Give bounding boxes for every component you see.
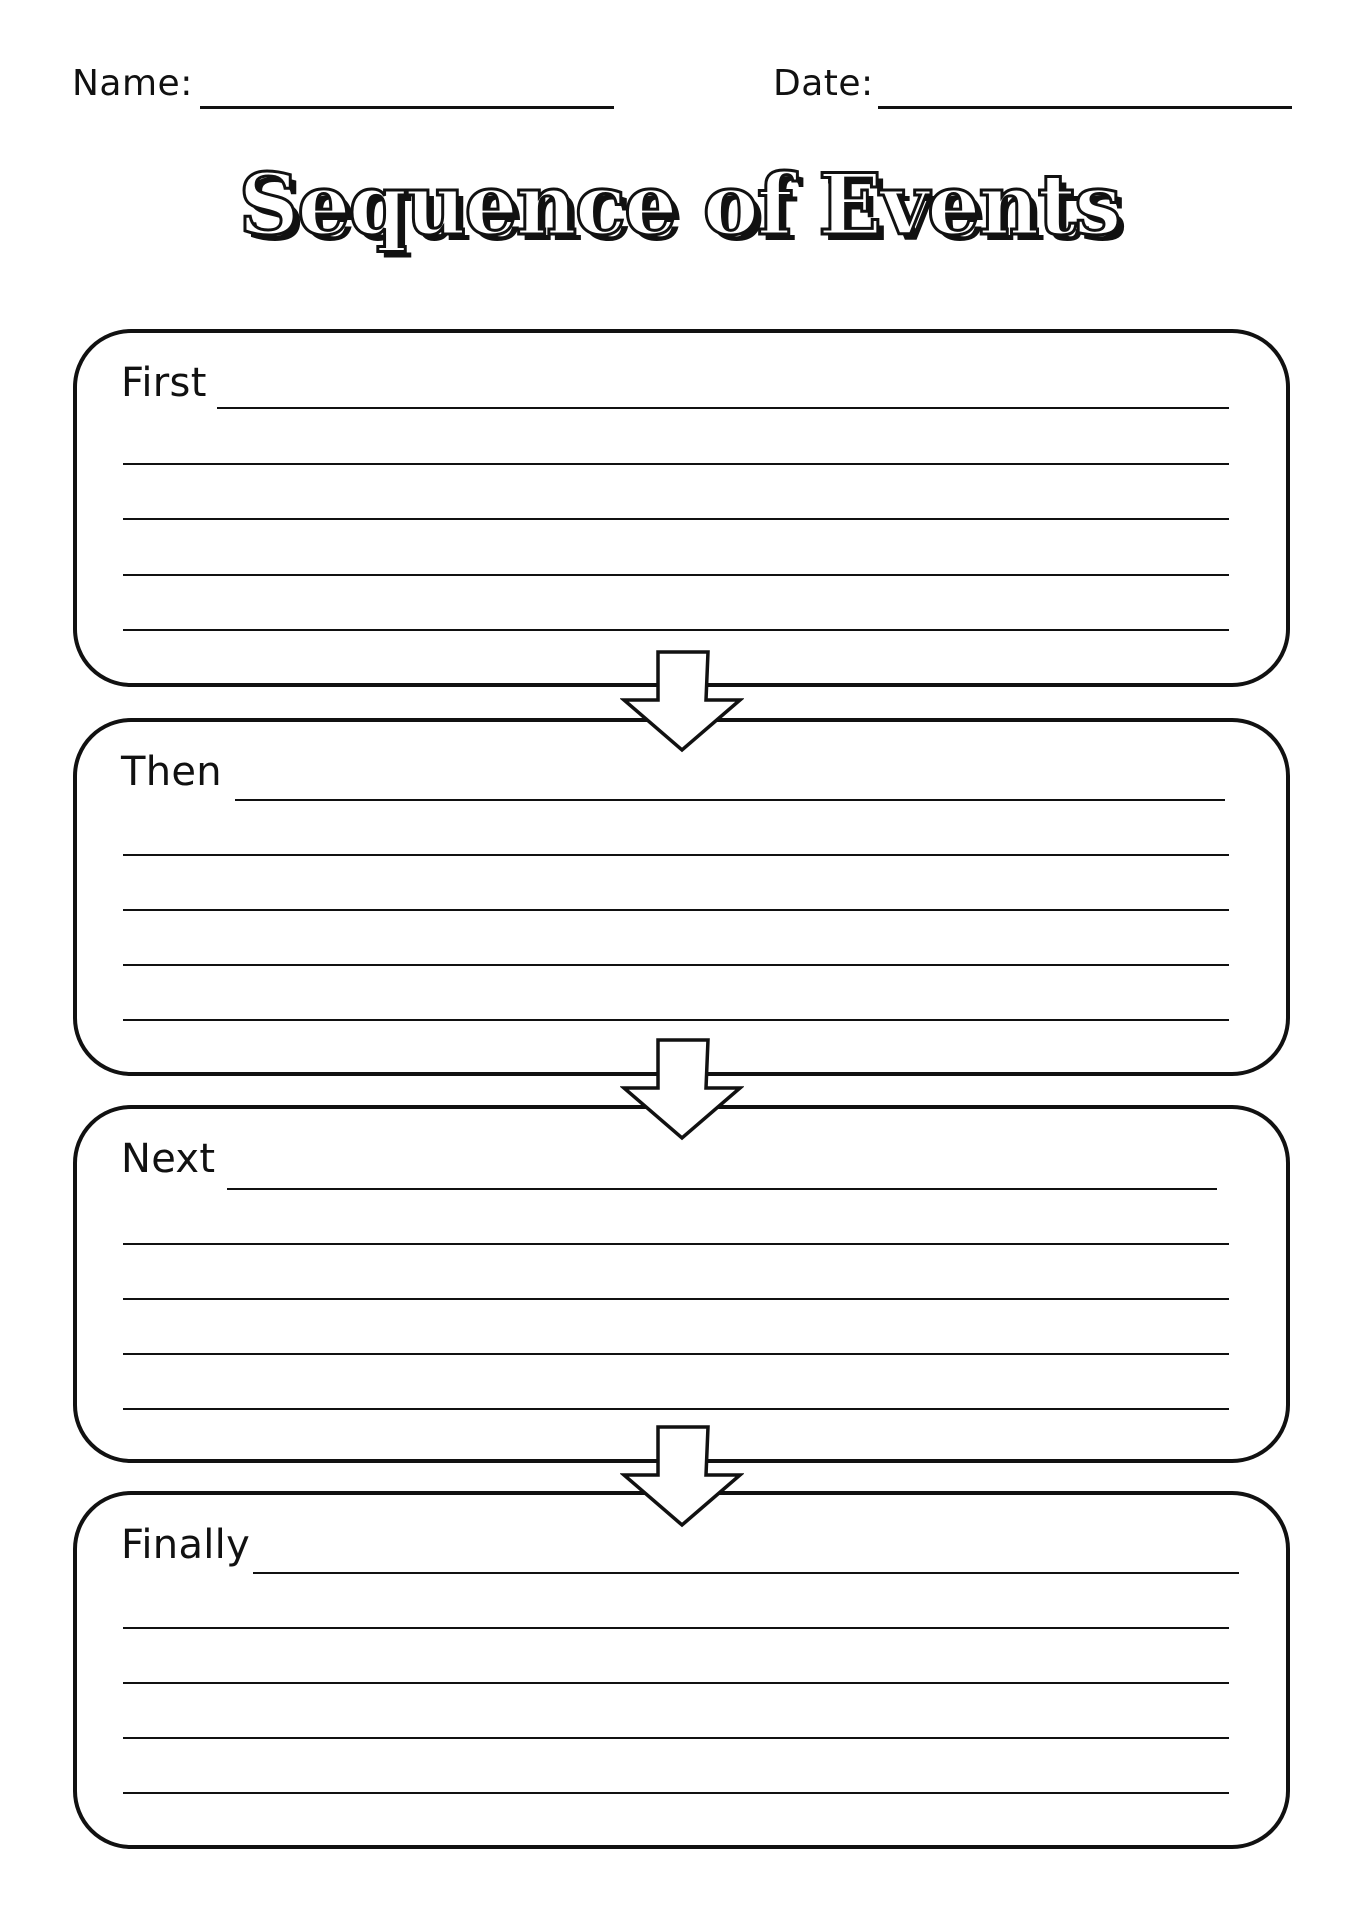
step-box-first bbox=[73, 329, 1290, 687]
writing-line[interactable] bbox=[123, 964, 1229, 966]
name-input-line[interactable] bbox=[200, 106, 614, 109]
writing-line[interactable] bbox=[217, 407, 1229, 409]
writing-line[interactable] bbox=[123, 1627, 1229, 1629]
step-label-first: First bbox=[121, 360, 207, 406]
writing-line[interactable] bbox=[123, 1737, 1229, 1739]
name-label: Name: bbox=[72, 63, 193, 104]
writing-line[interactable] bbox=[227, 1188, 1217, 1190]
writing-line[interactable] bbox=[123, 1682, 1229, 1684]
step-label-next: Next bbox=[121, 1136, 216, 1182]
writing-line[interactable] bbox=[123, 1353, 1229, 1355]
writing-line[interactable] bbox=[253, 1572, 1239, 1574]
step-label-then: Then bbox=[121, 749, 222, 795]
writing-line[interactable] bbox=[123, 574, 1229, 576]
down-arrow-icon bbox=[620, 648, 744, 753]
writing-line[interactable] bbox=[123, 1792, 1229, 1794]
writing-line[interactable] bbox=[123, 629, 1229, 631]
date-input-line[interactable] bbox=[878, 106, 1292, 109]
writing-line[interactable] bbox=[123, 463, 1229, 465]
writing-line[interactable] bbox=[123, 1298, 1229, 1300]
step-box-finally bbox=[73, 1491, 1290, 1849]
writing-line[interactable] bbox=[123, 909, 1229, 911]
writing-line[interactable] bbox=[123, 854, 1229, 856]
writing-line[interactable] bbox=[235, 799, 1225, 801]
down-arrow-icon bbox=[620, 1036, 744, 1141]
worksheet-title: Sequence of Events bbox=[238, 155, 1120, 254]
step-box-then bbox=[73, 718, 1290, 1076]
writing-line[interactable] bbox=[123, 1408, 1229, 1410]
writing-line[interactable] bbox=[123, 1019, 1229, 1021]
step-box-next bbox=[73, 1105, 1290, 1463]
writing-line[interactable] bbox=[123, 1243, 1229, 1245]
down-arrow-icon bbox=[620, 1423, 744, 1528]
step-label-finally: Finally bbox=[121, 1522, 251, 1568]
writing-line[interactable] bbox=[123, 518, 1229, 520]
date-label: Date: bbox=[773, 63, 874, 104]
